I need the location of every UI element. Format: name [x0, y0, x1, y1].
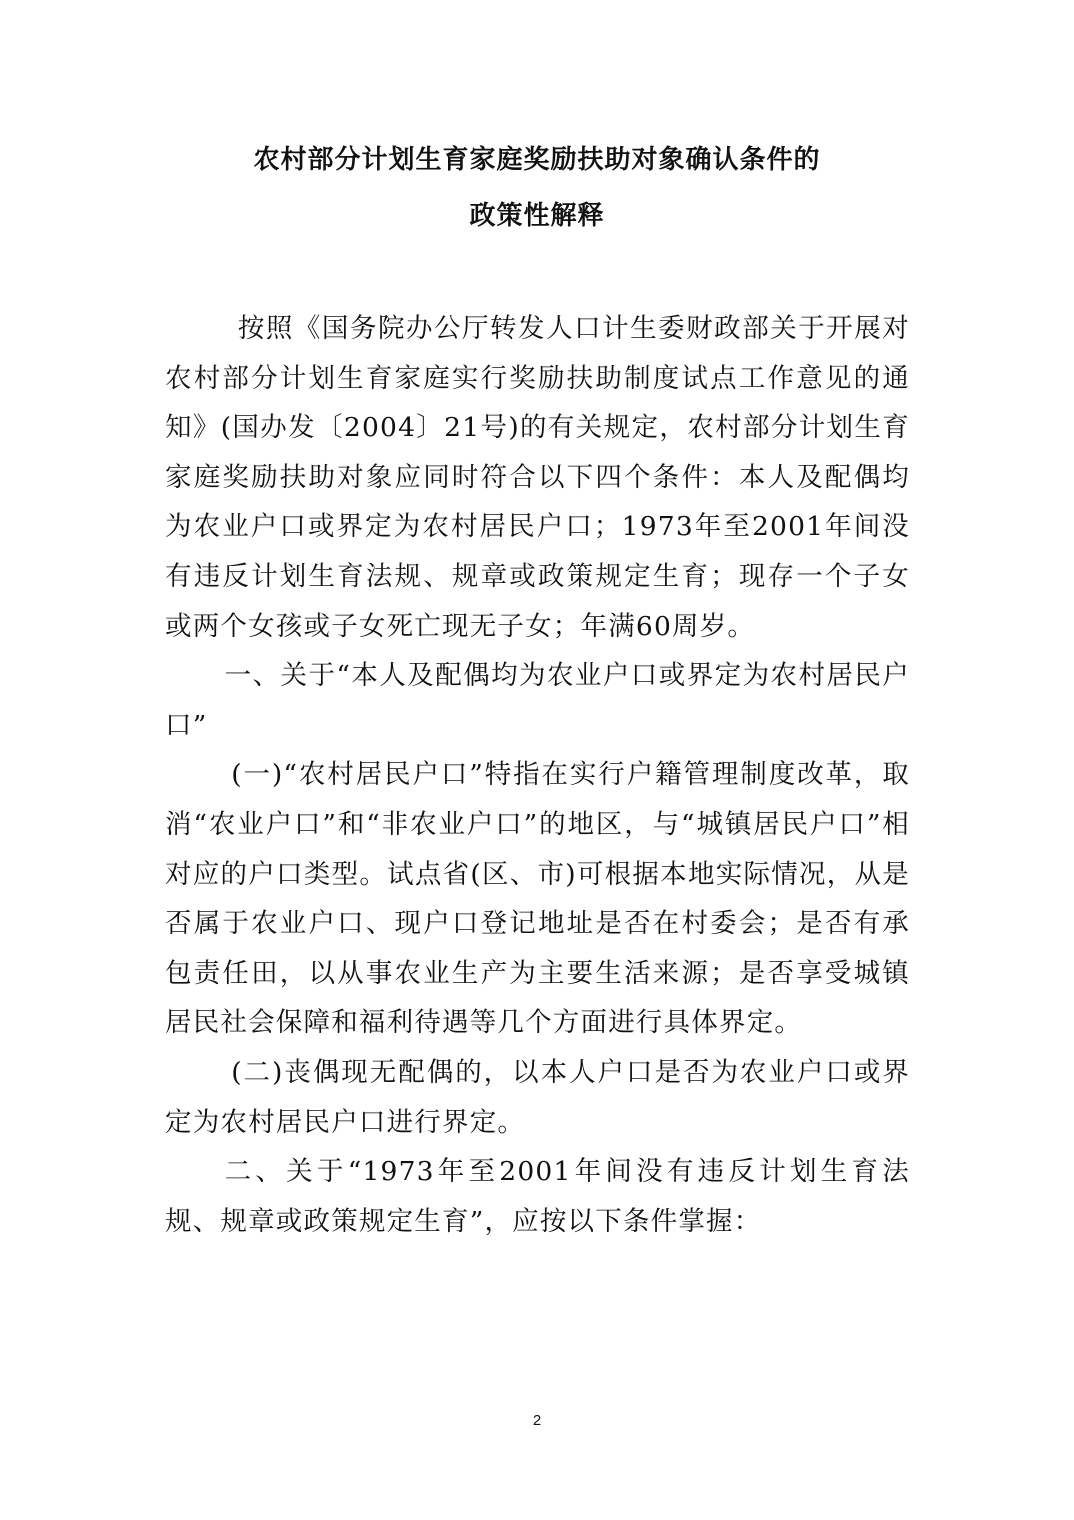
page-number: 2	[532, 1412, 542, 1429]
document-body	[165, 304, 910, 1246]
section-2-heading: 二、关于“1973年至2001年间没有违反计划生育法规、规章或政策规定生育”，应按以下条件掌握：	[165, 1156, 910, 1237]
section-1-item-2: (二)丧偶现无配偶的，以本人户口是否为农业户口或界定为农村居民户口进行界定。	[165, 1056, 910, 1138]
section-1-heading: 一、关于“本人及配偶均为农业户口或界定为农村居民户口”	[165, 660, 910, 741]
section-1-item-1: (一)“农村居民户口”特指在实行户籍管理制度改革，取消“农业户口”和“非农业户口”的地区，与“城镇居民户口”相对应的户口类型。试点省(区、市)可根据本地实际情况，从是否属于农业户口、现户口登记地址是否在村委会；是否有承包责任田，以从事农业生产为主要生活来源；是否享受城镇居民社会保障和福利待遇等几个方面进行具体界定。	[165, 759, 910, 1039]
document-title-line-1: 农村部分计划生育家庭奖励扶助对象确认条件的	[253, 145, 821, 175]
intro-paragraph: 按照《国务院办公厅转发人口计生委财政部关于开展对农村部分计划生育家庭实行奖励扶助制度试点工作意见的通知》(国办发〔2004〕21号)的有关规定，农村部分计划生育家庭奖励扶助对象应同时符合以下四个条件：本人及配偶均为农业户口或界定为农村居民户口；1973年至2001年间没有违反计划生育法规、规章或政策规定生育；现存一个子女或两个女孩或子女死亡现无子女；年满60周岁。	[165, 313, 910, 642]
document-title-line-2: 政策性解释	[469, 201, 605, 231]
